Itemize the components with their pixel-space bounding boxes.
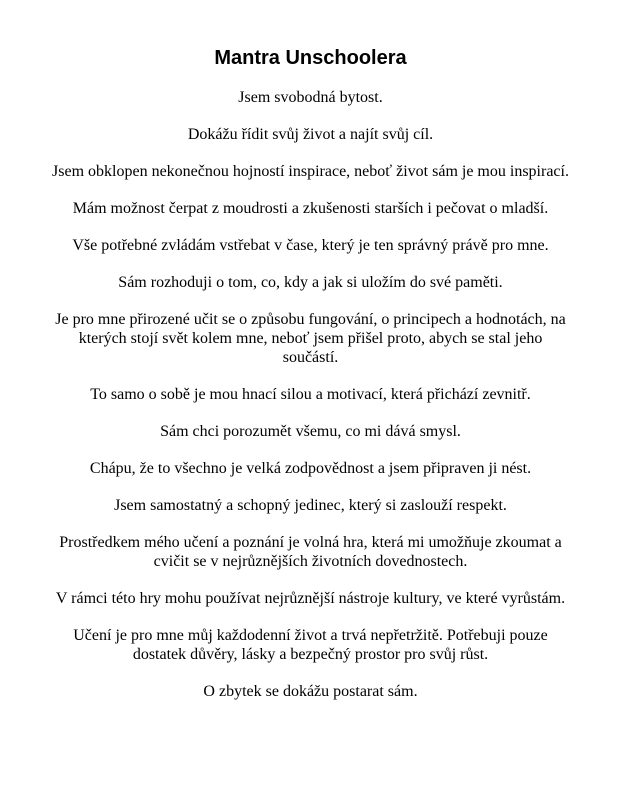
paragraph: Prostředkem mého učení a poznání je volná hra, která mi umožňuje zkoumat a cvičit se v nejrůznějších životních dovednostech. — [59, 534, 562, 570]
paragraph: Dokážu řídit svůj život a najít svůj cíl. — [187, 126, 434, 143]
paragraph: Jsem obklopen nekonečnou hojností inspirace, neboť život sám je mou inspirací. — [52, 163, 569, 180]
paragraph: Jsem samostatný a schopný jedinec, který si zaslouží respekt. — [114, 497, 507, 514]
document-title: Mantra Unschoolera — [214, 47, 407, 69]
paragraph: Sám rozhoduji o tom, co, kdy a jak si uložím do své paměti. — [118, 274, 503, 291]
paragraph: Jsem svobodná bytost. — [238, 89, 383, 106]
paragraph: O zbytek se dokážu postarat sám. — [203, 683, 418, 700]
paragraph: To samo o sobě je mou hnací silou a motivací, která přichází zevnitř. — [90, 386, 531, 403]
paragraph: Sám chci porozumět všemu, co mi dává smysl. — [160, 423, 461, 440]
paragraph: Je pro mne přirozené učit se o způsobu fungování, o principech a hodnotách, na kterých stojí svět kolem mne, neboť jsem přišel proto, abych se stal jeho součástí. — [55, 311, 566, 366]
document-body — [52, 88, 569, 701]
paragraph: Chápu, že to všechno je velká zodpovědnost a jsem připraven ji nést. — [89, 460, 532, 477]
paragraph: Mám možnost čerpat z moudrosti a zkušenosti starších i pečovat o mladší. — [72, 200, 549, 217]
paragraph: Vše potřebné zvládám vstřebat v čase, který je ten správný právě pro mne. — [72, 237, 549, 254]
paragraph: V rámci této hry mohu používat nejrůznější nástroje kultury, ve které vyrůstám. — [55, 590, 566, 607]
paragraph: Učení je pro mne můj každodenní život a trvá nepřetržitě. Potřebuji pouze dostatek důvěry, lásky a bezpečný prostor pro svůj růst. — [73, 627, 548, 663]
